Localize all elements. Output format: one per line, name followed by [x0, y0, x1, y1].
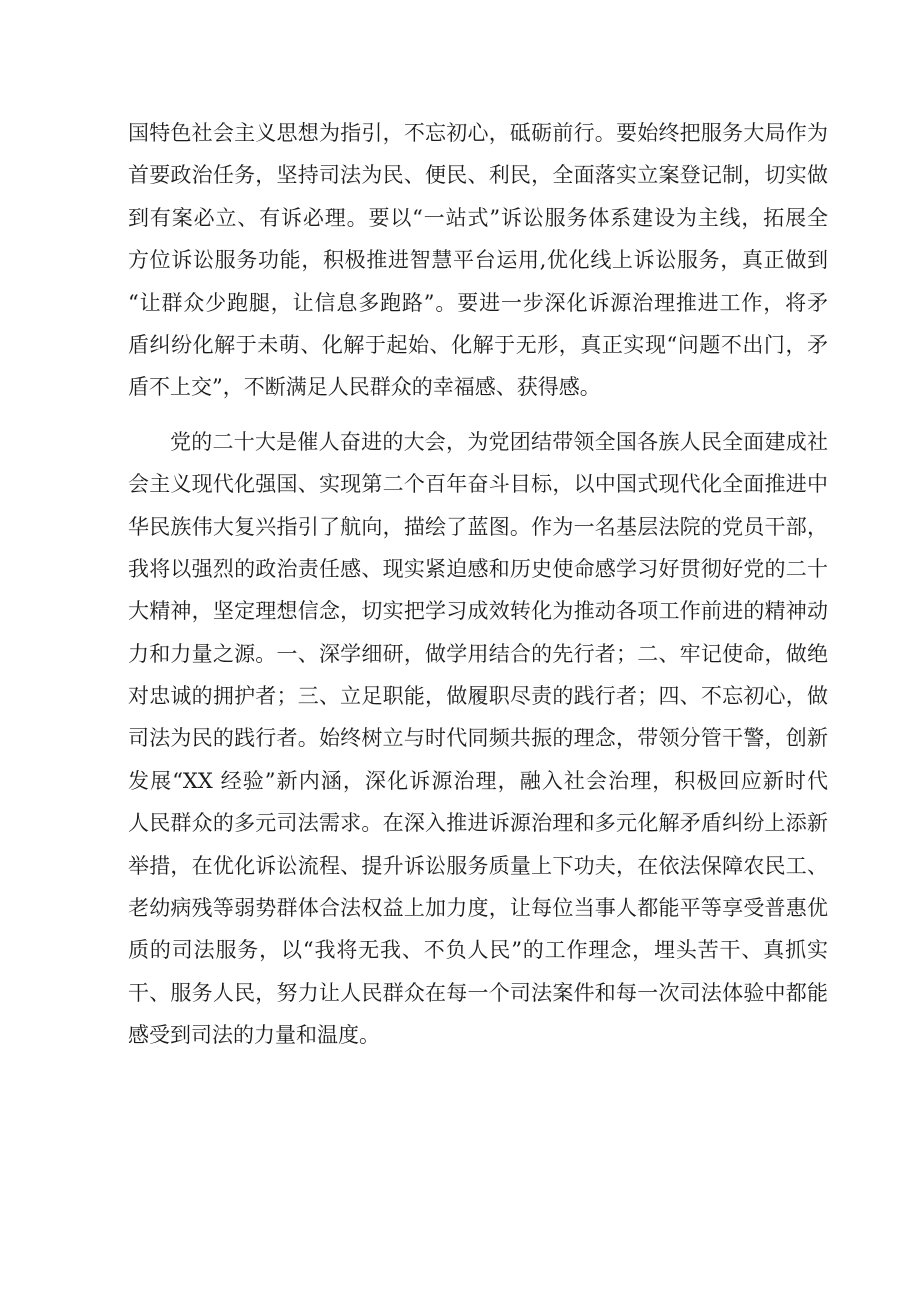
- paragraph-line: 盾纠纷化解于未萌、化解于起始、化解于无形，真正实现“问题不出门，矛: [128, 332, 828, 357]
- paragraph-line: 方位诉讼服务功能，积极推进智慧平台运用,优化线上诉讼服务，真正做到: [128, 248, 828, 273]
- paragraph-line: 会主义现代化强国、实现第二个百年奋斗目标，以中国式现代化全面推进中: [128, 472, 828, 497]
- paragraph-line: 发展“XX 经验”新内涵，深化诉源治理，融入社会治理，积极回应新时代: [128, 768, 828, 793]
- paragraph-line: 对忠诚的拥护者；三、立足职能，做履职尽责的践行者；四、不忘初心，做: [128, 684, 828, 709]
- paragraph-line: 首要政治任务，坚持司法为民、便民、利民，全面落实立案登记制，切实做: [128, 163, 828, 188]
- paragraph-line: 国特色社会主义思想为指引，不忘初心，砥砺前行。要始终把服务大局作为: [128, 121, 828, 145]
- paragraph-2: [128, 421, 828, 1057]
- paragraph-line: “让群众少跑腿，让信息多跑路”。要进一步深化诉源治理推进工作，将矛: [128, 290, 828, 315]
- paragraph-1: [128, 112, 828, 409]
- paragraph-line: 大精神，坚定理想信念，切实把学习成效转化为推动各项工作前进的精神动: [128, 599, 828, 624]
- paragraph-line: 感受到司法的力量和温度。: [128, 1023, 380, 1048]
- paragraph-line: 党的二十大是催人奋进的大会，为党团结带领全国各族人民全面建成社: [170, 429, 828, 454]
- paragraph-spacer: [128, 409, 828, 421]
- paragraph-line: 老幼病残等弱势群体合法权益上加力度，让每位当事人都能平等享受普惠优: [128, 896, 828, 921]
- document-body: [128, 112, 828, 1057]
- paragraph-line: 到有案必立、有诉必理。要以“一站式”诉讼服务体系建设为主线，拓展全: [128, 205, 828, 230]
- paragraph-line: 力和力量之源。一、深学细研，做学用结合的先行者；二、牢记使命，做绝: [128, 641, 828, 666]
- paragraph-line: 我将以强烈的政治责任感、现实紧迫感和历史使命感学习好贯彻好党的二十: [128, 556, 828, 581]
- paragraph-line: 司法为民的践行者。始终树立与时代同频共振的理念，带领分管干警，创新: [128, 726, 828, 751]
- paragraph-line: 盾不上交”，不断满足人民群众的幸福感、获得感。: [128, 375, 601, 400]
- paragraph-line: 举措，在优化诉讼流程、提升诉讼服务质量上下功夫，在依法保障农民工、: [128, 853, 828, 878]
- paragraph-line: 干、服务人民，努力让人民群众在每一个司法案件和每一次司法体验中都能: [128, 980, 828, 1005]
- paragraph-line: 质的司法服务，以“我将无我、不负人民”的工作理念，埋头苦干、真抓实: [128, 938, 828, 963]
- paragraph-line: 华民族伟大复兴指引了航向，描绘了蓝图。作为一名基层法院的党员干部，: [128, 514, 828, 539]
- paragraph-line: 人民群众的多元司法需求。在深入推进诉源治理和多元化解矛盾纠纷上添新: [128, 811, 828, 836]
